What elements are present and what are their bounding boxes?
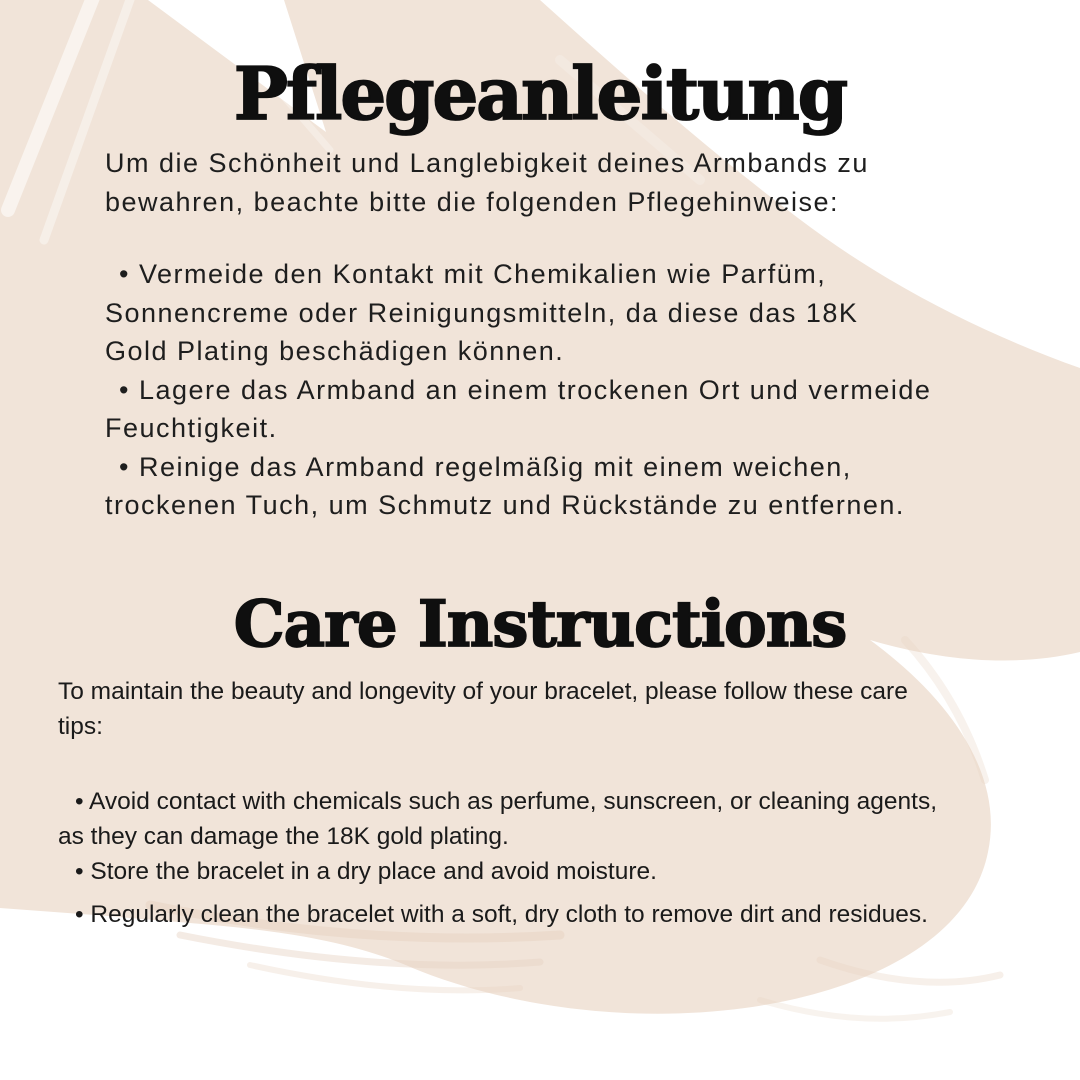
text-line: • Store the bracelet in a dry place and avoid moisture.	[75, 858, 657, 886]
bullet-item	[105, 448, 1040, 525]
english-bullet-list	[0, 784, 1080, 932]
text-line: Um die Schönheit und Langlebigkeit deines Armbands zu	[105, 148, 869, 178]
bullet-item	[58, 784, 1060, 854]
bullet-item	[58, 854, 1060, 889]
text-line: bewahren, beachte bitte die folgenden Pflegehinweise:	[105, 186, 839, 217]
text-line: • Lagere das Armband an einem trockenen Ort und vermeide	[119, 374, 932, 405]
text-line: Sonnencreme oder Reinigungsmitteln, da diese das 18K	[105, 297, 859, 328]
german-intro	[0, 144, 1080, 221]
text-line: • Vermeide den Kontakt mit Chemikalien wie Parfüm,	[119, 259, 827, 289]
english-title: Care Instructions	[233, 586, 847, 662]
german-section	[0, 51, 1080, 525]
text-line: • Avoid contact with chemicals such as perfume, sunscreen, or cleaning agents,	[75, 788, 937, 816]
bullet-item	[105, 255, 1040, 371]
text-line: Feuchtigkeit.	[105, 413, 278, 443]
text-line: as they can damage the 18K gold plating.	[58, 823, 509, 851]
bullet-item	[105, 371, 1040, 448]
text-line: To maintain the beauty and longevity of your bracelet, please follow these care	[58, 678, 908, 706]
text-line: trockenen Tuch, um Schmutz und Rückstände zu entfernen.	[105, 490, 905, 520]
text-line: • Regularly clean the bracelet with a soft, dry cloth to remove dirt and residues.	[75, 901, 928, 929]
german-title: Pflegeanleitung	[233, 51, 847, 136]
text-line: tips:	[58, 713, 103, 741]
english-section	[0, 586, 1080, 933]
german-bullet-list	[0, 255, 1080, 525]
english-intro	[0, 674, 1080, 744]
text-line: Gold Plating beschädigen können.	[105, 336, 565, 366]
text-line: • Reinige das Armband regelmäßig mit einem weichen,	[119, 451, 852, 482]
bullet-item	[58, 897, 1060, 932]
